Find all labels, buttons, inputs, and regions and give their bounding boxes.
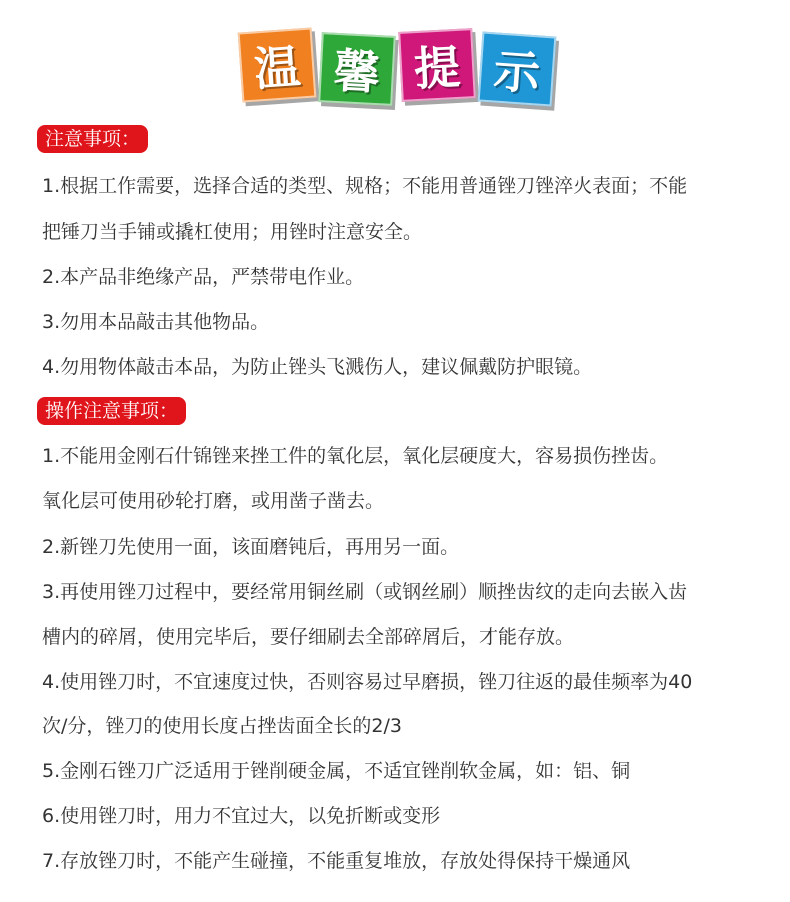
text-line: 3.勿用本品敲击其他物品。 <box>42 311 270 333</box>
text-line: 2.本产品非绝缘产品，严禁带电作业。 <box>42 266 365 288</box>
section-label-precautions: 注意事项： <box>37 125 148 153</box>
title-tile: 馨 <box>318 32 396 106</box>
section-label-operation: 操作注意事项： <box>37 397 186 425</box>
text-line: 把锤刀当手铺或撬杠使用；用锉时注意安全。 <box>42 221 423 243</box>
text-line: 4.勿用物体敲击本品，为防止锉头飞溅伤人，建议佩戴防护眼镜。 <box>42 356 593 378</box>
title-tile: 示 <box>478 32 557 107</box>
text-line: 2.新锉刀先使用一面，该面磨钝后，再用另一面。 <box>42 536 460 558</box>
text-line: 次/分，锉刀的使用长度占挫齿面全长的2/3 <box>42 715 402 737</box>
text-line: 4.使用锉刀时，不宜速度过快，否则容易过早磨损，锉刀往返的最佳频率为40 <box>42 671 693 693</box>
title-tile: 温 <box>238 28 317 103</box>
text-line: 氧化层可使用砂轮打磨，或用凿子凿去。 <box>42 490 385 512</box>
text-line: 3.再使用锉刀过程中，要经常用铜丝刷（或钢丝刷）顺挫齿纹的走向去嵌入齿 <box>42 581 688 603</box>
text-line: 7.存放锉刀时，不能产生碰撞，不能重复堆放，存放处得保持干燥通风 <box>42 850 631 872</box>
text-line: 5.金刚石锉刀广泛适用于锉削硬金属，不适宜锉削软金属，如：铝、铜 <box>42 760 631 782</box>
text-line: 1.不能用金刚石什锦锉来挫工件的氧化层，氧化层硬度大，容易损伤挫齿。 <box>42 445 669 467</box>
title-banner <box>240 30 554 104</box>
text-line: 1.根据工作需要，选择合适的类型、规格；不能用普通锉刀锉淬火表面；不能 <box>42 175 688 197</box>
text-line: 6.使用锉刀时，用力不宜过大，以免折断或变形 <box>42 805 441 827</box>
text-line: 槽内的碎屑，使用完毕后，要仔细刷去全部碎屑后，才能存放。 <box>42 626 575 648</box>
title-tile: 提 <box>398 28 476 102</box>
